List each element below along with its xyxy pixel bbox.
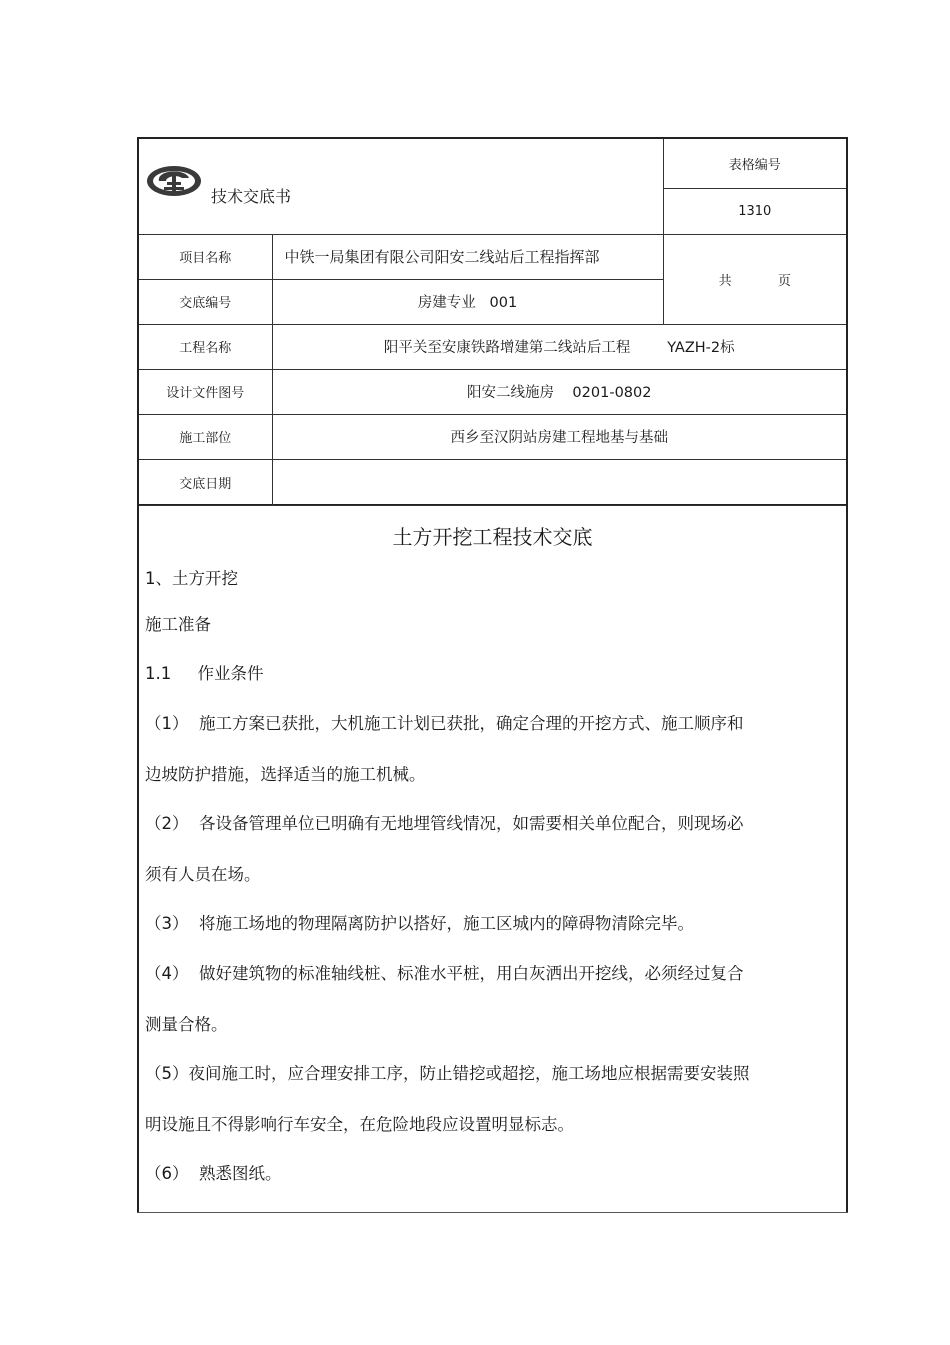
row-label-project-title: 工程名称 <box>139 324 272 369</box>
company-logo <box>145 164 203 202</box>
row-value-disclosure-date <box>272 459 846 505</box>
text-line: 明设施且不得影响行车安全，在危险地段应设置明显标志。 <box>145 1115 574 1134</box>
row-label-design-drawing-no: 设计文件图号 <box>139 369 272 414</box>
text-line: （2） 各设备管理单位已明确有无地埋管线情况，如需要相关单位配合，则现场必 <box>145 814 744 833</box>
section-title: 土方开挖工程技术交底 <box>392 525 593 549</box>
text-line: （3） 将施工场地的物理隔离防护以搭好，施工区城内的障碍物清除完毕。 <box>145 914 694 933</box>
text-line: 边坡防护措施，选择适当的施工机械。 <box>145 765 426 784</box>
text-line: 施工准备 <box>145 615 211 634</box>
row-label-disclosure-date: 交底日期 <box>139 459 272 505</box>
header-table <box>139 139 846 506</box>
page-count-cell <box>663 234 846 324</box>
text-line: （1） 施工方案已获批，大机施工计划已获批，确定合理的开挖方式、施工顺序和 <box>145 714 744 733</box>
form-no-label: 表格编号 <box>663 139 846 188</box>
text-line: （6） 熟悉图纸。 <box>145 1164 282 1183</box>
row-value-disclosure-no: 房建专业 001 <box>272 279 663 324</box>
row-value-project-name: 中铁一局集团有限公司阳安二线站后工程指挥部 <box>272 234 663 279</box>
row-value-project-title: 阳平关至安康铁路增建第二线站后工程 YAZH-2标 <box>272 324 846 369</box>
form-no-value: 1310 <box>663 188 846 234</box>
text-line: 须有人员在场。 <box>145 865 261 884</box>
row-label-construction-part: 施工部位 <box>139 414 272 459</box>
pages-label-total: 共 <box>718 273 732 289</box>
row-value-design-drawing-no: 阳安二线施房 0201-0802 <box>272 369 846 414</box>
text-line: 1、土方开挖 <box>145 569 238 588</box>
title-cell <box>139 139 663 234</box>
pages-label-page: 页 <box>777 273 791 289</box>
text-line: 1.1 作业条件 <box>145 664 264 683</box>
row-label-project-name: 项目名称 <box>139 234 272 279</box>
text-line: （4） 做好建筑物的标准轴线桩、标准水平桩，用白灰洒出开挖线，必须经过复合 <box>145 964 744 983</box>
text-line: 测量合格。 <box>145 1015 228 1034</box>
text-line: （5）夜间施工时，应合理安排工序，防止错挖或超挖，施工场地应根据需要安装照 <box>145 1064 750 1083</box>
row-label-disclosure-no: 交底编号 <box>139 279 272 324</box>
document-title: 技术交底书 <box>211 187 292 206</box>
row-value-construction-part: 西乡至汉阴站房建工程地基与基础 <box>272 414 846 459</box>
